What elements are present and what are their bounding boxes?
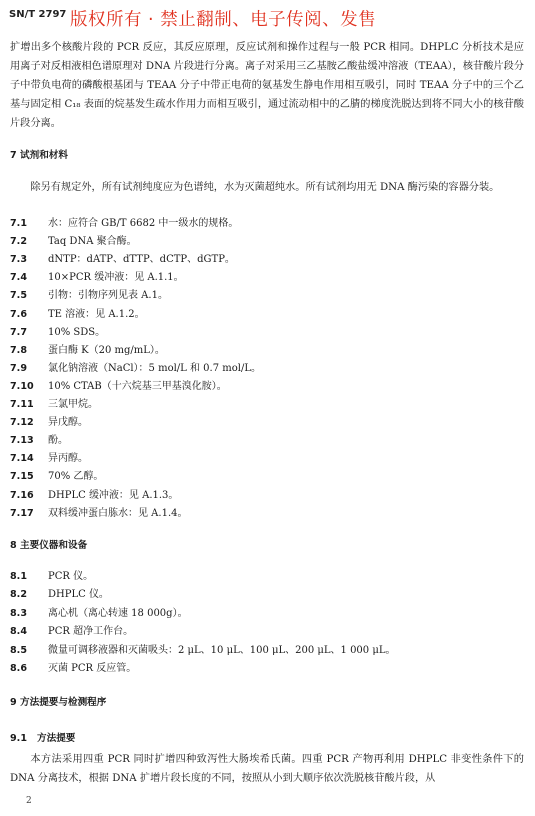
item-number: 7.16 (10, 489, 34, 501)
item-number: 8.2 (10, 589, 27, 601)
item-number: 7.6 (10, 308, 27, 320)
item-text: Taq DNA 聚合酶。 (48, 236, 137, 248)
section-8-title: 8 主要仪器和设备 (10, 540, 88, 551)
item-text: 微量可调移液器和灭菌吸头：2 μL、10 μL、100 μL、200 μL、1 000 μL。 (48, 644, 396, 656)
list-item (10, 233, 137, 251)
item-number: 7.8 (10, 344, 27, 356)
item-text: 10% CTAB（十六烷基三甲基溴化胺）。 (48, 380, 227, 392)
item-text: 离心机（离心转速 18 000g）。 (48, 607, 188, 619)
item-text: 氯化钠溶液（NaCl）：5 mol/L 和 0.7 mol/L。 (48, 362, 261, 374)
list-item (10, 605, 188, 623)
item-text: 异戊醇。 (48, 417, 88, 429)
list-item (10, 287, 168, 305)
item-number: 8.4 (10, 626, 27, 638)
item-text: PCR 超净工作台。 (48, 626, 134, 638)
item-number: 7.11 (10, 399, 34, 410)
list-item (10, 487, 178, 505)
item-text: DHPLC 仪。 (48, 589, 109, 601)
item-number: 8.6 (10, 663, 27, 674)
list-item (10, 342, 165, 360)
item-number: 7.4 (10, 272, 27, 284)
section-7-intro: 除另有规定外，所有试剂纯度应为色谱纯，水为灭菌超纯水。所有试剂均用无 DNA 酶污染的容器分装。 (30, 182, 500, 193)
item-text: 水：应符合 GB/T 6682 中一级水的规格。 (48, 218, 239, 229)
section-9-1-paragraph: 本方法采用四重 PCR 同时扩增四种致泻性大肠埃希氏菌。四重 PCR 产物再利用 DHPLC 非变性条件下的 DNA 分离技术，根据 DNA 扩增片段长度的不同，按照从小到大顺序依次洗脱核苷酸片段，从 (10, 754, 524, 784)
list-item (10, 360, 261, 378)
item-text: 10% SDS。 (48, 326, 106, 338)
list-item (10, 396, 98, 414)
item-number: 7.13 (10, 435, 34, 447)
list-item (10, 623, 133, 641)
list-item (10, 414, 88, 432)
page-number: 2 (26, 796, 32, 806)
list-item (10, 251, 235, 269)
list-item (10, 660, 136, 678)
list-item (10, 642, 395, 660)
list-item (10, 306, 145, 324)
item-number: 7.9 (10, 362, 27, 374)
item-text: 三氯甲烷。 (48, 399, 98, 410)
item-number: 8.3 (10, 607, 27, 619)
item-text: 10×PCR 缓冲液：见 A.1.1。 (48, 272, 184, 284)
item-text: 酚。 (48, 435, 68, 447)
copyright-watermark: 版权所有 · 禁止翻制、电子传阅、发售 (70, 10, 377, 30)
list-item (10, 324, 105, 342)
list-item (10, 432, 68, 450)
intro-paragraph: 扩增出多个核酸片段的 PCR 反应，其反应原理，反应试剂和操作过程与一般 PCR 相同。DHPLC 分析技术是应用离子对反相液相色谱原理对 DNA 片段进行分离。离子对采用三乙基胺乙酸盐缓冲溶液（TEAA），核苷酸片段分子中带负电荷的磷酸根基团与 TEAA 分子中带正电荷的氨基发生静电作用相互吸引，同时 TEAA 分子中的三个乙基与固定相 C₁₈ 表面的烷基发生疏水作用力而相互吸引，通过流动相中的乙腈的梯度洗脱达到将不同大小的核苷酸片段分离。 (10, 42, 524, 129)
item-number: 8.5 (10, 644, 27, 656)
list-item (10, 450, 88, 468)
list-item (10, 269, 184, 287)
list-item (10, 215, 238, 233)
item-number: 7.12 (10, 417, 34, 429)
item-text: 双料缓冲蛋白胨水：见 A.1.4。 (48, 507, 188, 519)
item-number: 7.14 (10, 453, 34, 465)
item-number: 8.1 (10, 571, 27, 582)
section-7-title: 7 试剂和材料 (10, 150, 68, 161)
item-text: PCR 仪。 (48, 571, 94, 582)
section-9-1-heading (10, 730, 75, 744)
item-number: 7.7 (10, 326, 27, 338)
section-9-title: 9 方法提要与检测程序 (10, 697, 107, 708)
item-text: 蛋白酶 K（20 mg/mL）。 (48, 344, 165, 356)
item-number: 7.2 (10, 236, 27, 248)
list-item (10, 568, 93, 586)
item-number: 7.5 (10, 290, 27, 302)
item-text: TE 溶液：见 A.1.2。 (48, 308, 145, 320)
list-item (10, 505, 187, 523)
item-number: 7.17 (10, 507, 34, 519)
item-number: 7.3 (10, 254, 27, 266)
standard-code: SN/T 2797 (9, 9, 67, 20)
item-text: 引物：引物序列见表 A.1。 (48, 290, 168, 302)
item-text: dNTP：dATP、dTTP、dCTP、dGTP。 (48, 254, 235, 266)
item-number: 7.10 (10, 380, 34, 392)
item-text: DHPLC 缓冲液：见 A.1.3。 (48, 489, 179, 501)
list-item (10, 586, 109, 604)
section-9-1-title: 方法提要 (37, 733, 76, 744)
section-9-1-number: 9.1 (10, 733, 27, 744)
list-item (10, 378, 227, 396)
item-text: 灭菌 PCR 反应管。 (48, 663, 137, 674)
item-number: 7.15 (10, 471, 34, 483)
item-text: 70% 乙醇。 (48, 471, 104, 483)
item-number: 7.1 (10, 218, 27, 229)
item-text: 异丙醇。 (48, 453, 88, 465)
list-item (10, 468, 103, 486)
